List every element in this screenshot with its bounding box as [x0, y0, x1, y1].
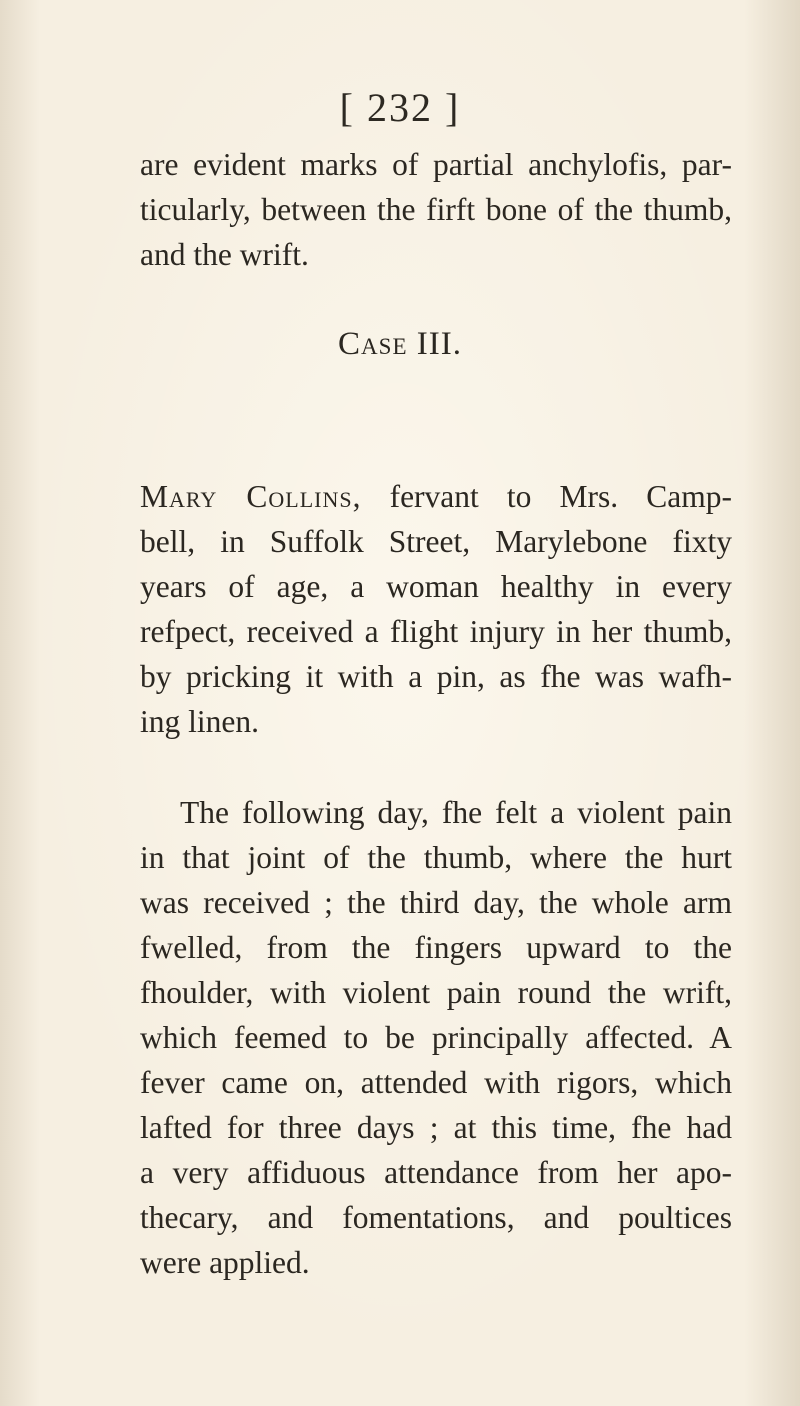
paragraph-continued — [140, 142, 732, 277]
paragraph-case-intro — [140, 474, 732, 744]
text-line: in that joint of the thumb, where the hurt — [140, 840, 732, 875]
text-line: by pricking it with a pin, as fhe was wafh- — [140, 659, 732, 694]
text-line-first — [140, 474, 732, 519]
text-line: were applied. — [140, 1245, 310, 1280]
text-line: fhoulder, with violent pain round the wrift, — [140, 975, 732, 1010]
text-line: ing linen. — [140, 704, 259, 739]
text-line: thecary, and fomentations, and poultices — [140, 1200, 732, 1235]
text-line: refpect, received a flight injury in her thumb, — [140, 614, 732, 649]
paragraph-symptoms — [140, 790, 732, 1285]
text-line: which feemed to be principally affected. A — [140, 1020, 732, 1055]
text-line: lafted for three days ; at this time, fhe had — [140, 1110, 732, 1145]
text-fragment: fervant to Mrs. Camp- — [361, 479, 733, 514]
patient-name: Mary Collins, — [140, 479, 362, 514]
text-line: are evident marks of partial anchylofis, par- — [140, 147, 732, 182]
text-line: was received ; the third day, the whole arm — [140, 885, 732, 920]
text-line: and the wrift. — [140, 237, 309, 272]
text-line: a very affiduous attendance from her apo- — [140, 1155, 732, 1190]
text-line: The following day, fhe felt a violent pain — [180, 795, 732, 830]
text-line: ticularly, between the firft bone of the thumb, — [140, 192, 732, 227]
case-heading: Case III. — [338, 326, 462, 362]
text-line: bell, in Suffolk Street, Marylebone fixty — [140, 524, 732, 559]
text-line: years of age, a woman healthy in every — [140, 569, 732, 604]
text-line: fwelled, from the fingers upward to the — [140, 930, 732, 965]
text-line: fever came on, attended with rigors, which — [140, 1065, 732, 1100]
page-number: [ 232 ] — [339, 85, 461, 130]
